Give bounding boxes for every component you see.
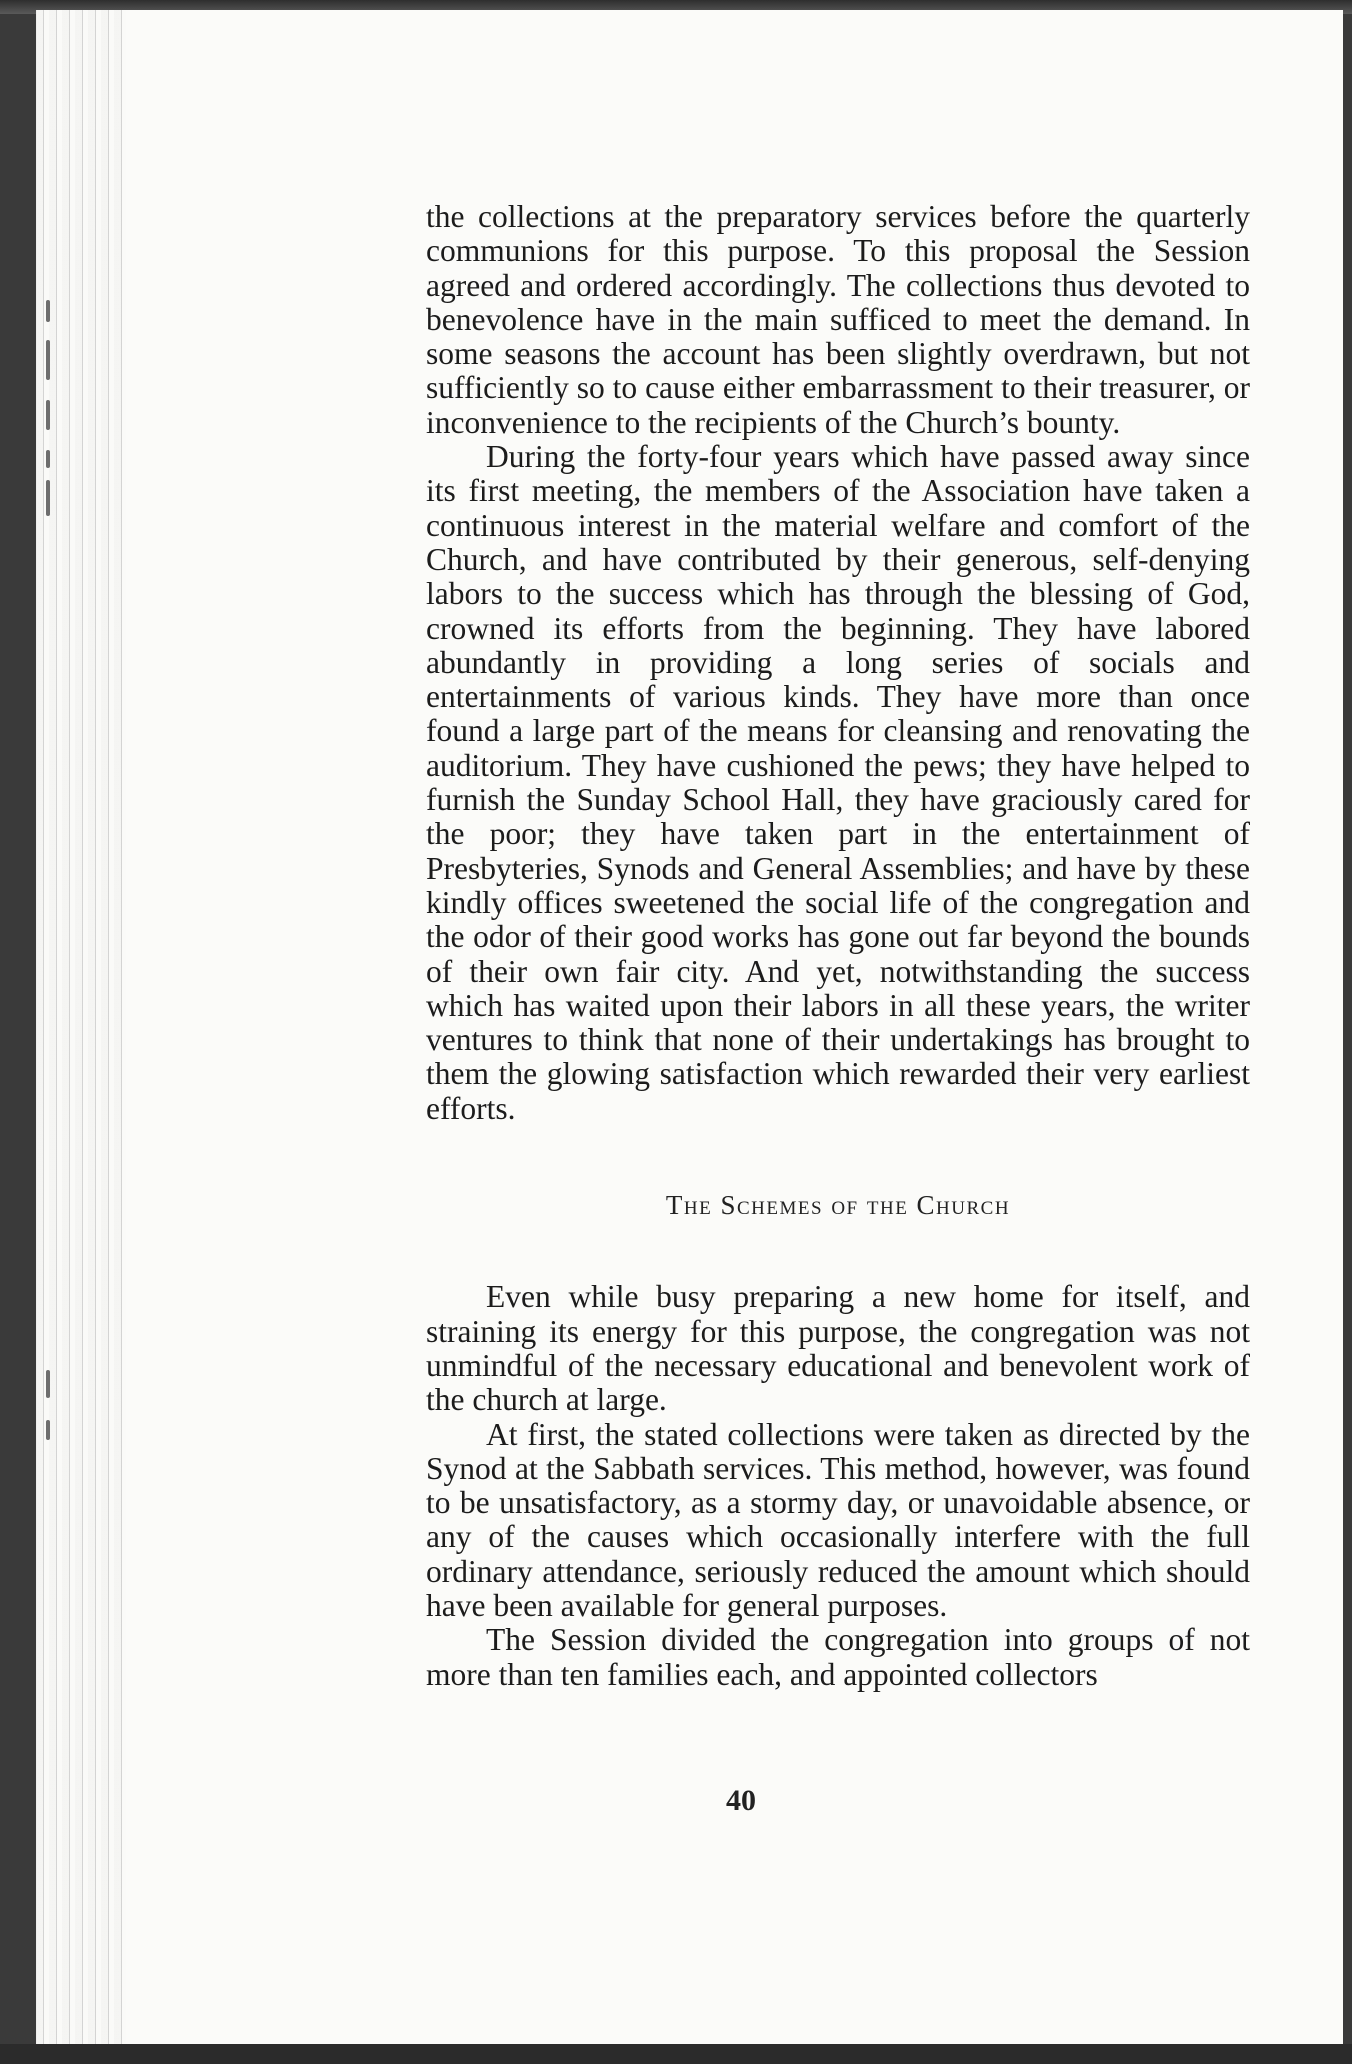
scan-edge-bottom — [0, 2044, 1352, 2064]
paragraph: Even while busy preparing a new home for itself, and straining its energy for this purpose, the congregation was not unmindful of the necessary educational and benevolent work of the church at large. — [426, 1279, 1250, 1418]
paragraph: the collections at the preparatory services before the quarterly communions for this purpose. To this proposal the Session agreed and ordered accordingly. The collections thus devoted to benevolence have in the main sufficed to meet the demand. In some seasons the account has been slightly overdrawn, but not sufficiently so to cause either embarrassment to their treasurer, or inconvenience to the recipients of the Church’s bounty. — [426, 199, 1250, 440]
paragraph: At first, the stated collections were taken as directed by the Synod at the Sabbath services. This method, however, was found to be unsatisfactory, as a stormy day, or unavoidable absence, or any of the causes which occasionally interfere with the full ordinary attendance, seriously reduced the amount which should have been available for general purposes. — [426, 1416, 1250, 1623]
section-heading: The Schemes of the Church — [665, 1190, 1011, 1221]
paragraph: The Session divided the congregation into groups of not more than ten families each, and appointed collectors — [426, 1622, 1250, 1692]
binding-marks — [36, 280, 66, 1540]
page-number: 40 — [726, 1784, 756, 1817]
paragraph: During the forty-four years which have passed away since its first meeting, the members of the Association have taken a continuous interest in the material welfare and comfort of the Church, and have contributed by their generous, self-denying labors to the success which has through the blessing of God, crowned its efforts from the beginning. They have labored abundantly in providing a long series of socials and entertainments of various kinds. They have more than once found a large part of the means for cleansing and renovating the auditorium. They have cushioned the pews; they have helped to furnish the Sunday School Hall, they have graciously cared for the poor; they have taken part in the entertainment of Presbyteries, Synods and General Assemblies; and have by these kindly offices sweetened the social life of the congregation and the odor of their good works has gone out far beyond the bounds of their own fair city. And yet, notwithstanding the success which has waited upon their labors in all these years, the writer ventures to think that none of their undertakings has brought to them the glowing satisfaction which rewarded their very earliest efforts. — [426, 439, 1250, 1126]
body-text — [426, 200, 1250, 1692]
